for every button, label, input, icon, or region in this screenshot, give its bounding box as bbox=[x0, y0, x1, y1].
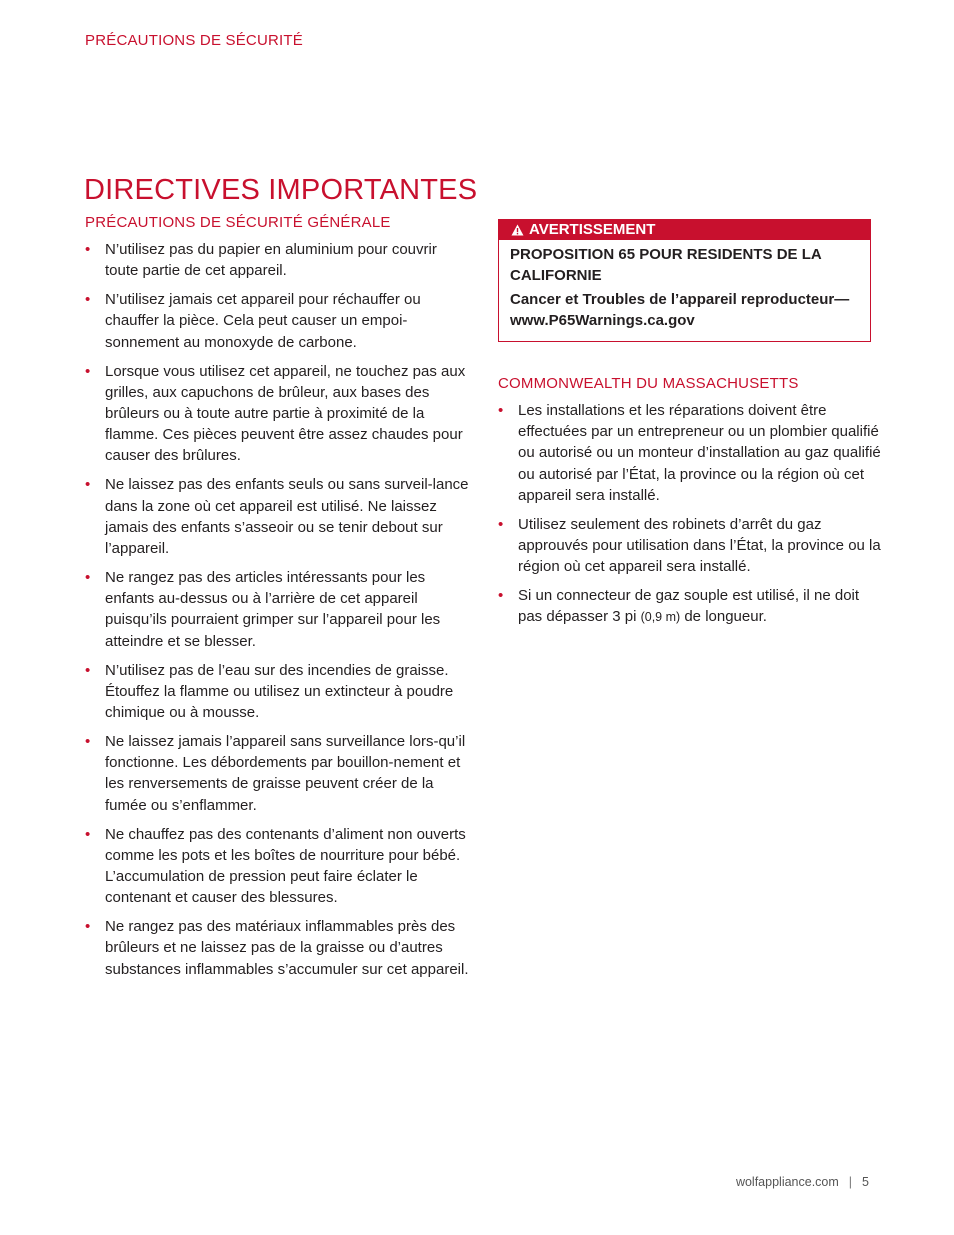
connector-text-end: de longueur. bbox=[680, 608, 767, 626]
list-item: • Ne rangez pas des articles intéressants pour les enfants au-dessus ou à l’arrière de cet appareil puisqu’ils pourraient grimper sur l’appareil pour les atteindre et se blesser. bbox=[85, 567, 470, 652]
list-item: • Lorsque vous utilisez cet appareil, ne touchez pas aux grilles, aux capuchons de brûleur, aux bases des brûleurs ou à toute autre partie à proximité de la flamme. Ces pièces peuvent être assez chaudes pour causer des brûlures. bbox=[85, 361, 470, 467]
general-safety-list bbox=[85, 239, 470, 980]
warning-cancer-notice: Cancer et Troubles de l’appareil reproducteur—www.P65Warnings.ca.gov bbox=[510, 291, 850, 329]
footer-site: wolfappliance.com bbox=[735, 1175, 839, 1189]
footer-separator: | bbox=[848, 1175, 853, 1189]
list-item: • N’utilisez pas de l’eau sur des incendies de graisse. Étouffez la flamme ou utilisez un extincteur à poudre chimique ou à mousse. bbox=[85, 660, 470, 724]
list-item: • Ne laissez jamais l’appareil sans surveillance lors-qu’il fonctionne. Les débordements par bouillon-nement et les renversements de graisse peuvent créer de la fumée ou s’enflammer. bbox=[85, 731, 470, 816]
list-item: • Ne chauffez pas des contenants d’aliment non ouverts comme les pots et les boîtes de nourriture pour bébé. L’accumulation de pression peut faire éclater le contenant et causer des blessures. bbox=[85, 824, 470, 909]
list-item: • Ne laissez pas des enfants seuls ou sans surveil-lance dans la zone où cet appareil est utilisé. Ne laissez jamais des enfants s’asseoir ou se tenir debout sur l’appareil. bbox=[85, 474, 470, 559]
general-safety-heading: PRÉCAUTIONS DE SÉCURITÉ GÉNÉRALE bbox=[85, 214, 391, 231]
running-head: PRÉCAUTIONS DE SÉCURITÉ bbox=[85, 32, 303, 49]
list-item: • N’utilisez jamais cet appareil pour réchauffer ou chauffer la pièce. Cela peut causer un empoi-sonnement au monoxyde de carbone. bbox=[85, 289, 470, 353]
general-safety-section bbox=[85, 214, 470, 988]
warning-proposition-65: PROPOSITION 65 POUR RESIDENTS DE LA CALIFORNIE bbox=[510, 246, 822, 284]
massachusetts-list bbox=[498, 400, 883, 629]
list-item: • Utilisez seulement des robinets d’arrêt du gaz approuvés pour utilisation dans l’État, la province ou la région où cet appareil sera installé. bbox=[498, 514, 883, 578]
metric-length: (0,9 m) bbox=[640, 610, 681, 625]
list-item: • Les installations et les réparations doivent être effectuées par un entrepreneur ou un plombier qualifié ou autorisé ou un monteur d’installation au gaz qualifié ou autorisé par l’État, la province ou la région où cet appareil sera installé. bbox=[498, 400, 883, 506]
warning-triangle-icon bbox=[511, 224, 524, 236]
massachusetts-heading: COMMONWEALTH DU MASSACHUSETTS bbox=[498, 375, 799, 392]
list-item: • Ne rangez pas des matériaux inflammables près des brûleurs et ne laissez pas de la graisse ou d’autres substances inflammables s’accumuler sur cet appareil. bbox=[85, 916, 470, 980]
page-title: DIRECTIVES IMPORTANTES bbox=[84, 174, 478, 206]
list-item: • N’utilisez pas du papier en aluminium pour couvrir toute partie de cet appareil. bbox=[85, 239, 470, 281]
list-item bbox=[498, 585, 883, 628]
connector-text: Si un connecteur de gaz souple est utilisé, il ne doit pas dépasser 3 pi bbox=[518, 587, 860, 626]
page-number: 5 bbox=[862, 1175, 869, 1189]
warning-body bbox=[499, 240, 870, 341]
page-footer bbox=[736, 1175, 869, 1189]
right-column bbox=[498, 219, 883, 636]
warning-box bbox=[498, 219, 871, 342]
warning-label: AVERTISSEMENT bbox=[529, 221, 656, 238]
warning-header bbox=[499, 220, 870, 240]
